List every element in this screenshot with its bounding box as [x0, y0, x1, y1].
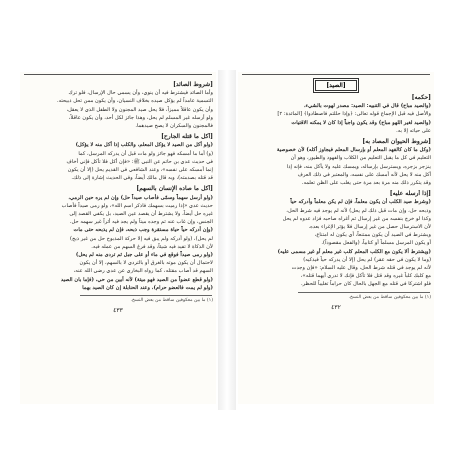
left-footnote-rule — [80, 295, 212, 296]
left-text-line: ولو أرسله غير المسلم لم يحل، وهذا جائز لكل أحد، وأن يكون عاقلاً، — [68, 114, 213, 121]
right-text-line: ويشترط في الصيد أن يكون ممتنعاً، أي يكون له امتناع، — [314, 232, 431, 239]
left-text-line: لاحتمال أن يكون موته بالغرق أو بالتردي لا بالسهم، إلا أن يكون — [79, 260, 213, 267]
left-heading-2: [أكل ما قتله الجارح] — [161, 133, 213, 141]
right-footnote: (١) ما بين معكوفين ساقط من بعض النسخ. — [348, 294, 431, 300]
left-text-line: لأن الذكاة لا تفيد فيه شيئاً، وقد فرغ السهم من عمله فيه. — [91, 243, 213, 250]
right-text-line: أو يكون المرسل مسلماً أو كتابياً، (والفعل مقصوداً). — [321, 240, 431, 247]
right-heading-1: [حكمه] — [411, 94, 431, 101]
right-text-line: وكذا لو خرج بنفسه من غير إرسال ثم أغراه صاحبه فزاد عدوه لم يحل — [282, 215, 431, 222]
left-text-line: (ولو قطع عضواً من الصيد فهو ميتة) لأنه أبين من حي، (فإما بان الصيد — [60, 276, 213, 283]
right-heading-2: [شروط الحيوان المصاد به] — [362, 138, 431, 146]
right-page — [238, 72, 434, 404]
right-page-number: ٤٣٢ — [331, 303, 341, 311]
left-text-line: السهم قد أصاب مقتله، كما رواه البخاري عن عدي رضي الله عنه، — [73, 268, 213, 275]
left-page-number: ٤٣٣ — [113, 307, 123, 315]
right-text-line: (والصيد مباح) قال في التنبيه: الصيد: مصدر لهوت بالشيء، — [304, 103, 431, 110]
left-text-line: (ولو رمى صيداً فوقع في ماء أو على جبل ثم تردى منه لم يحل) — [75, 252, 213, 259]
right-text-line: وذبحه حل، وإن مات قبل ذلك لم يحل) لأنه لم يوجد فيه شرط الحل، — [286, 207, 431, 214]
left-text-line: (ولو لم يمت فالعضو حرام)، وعند الحنابلة إن كان الصيد بهما — [82, 284, 213, 291]
left-text-line: إنما أمسكه على نفسه»، وعند الشافعي في القديم يحل (إلا أن يكون — [67, 167, 213, 174]
left-text-line: لم يحل)، (ولو أدركه ولم يبق فيه إلا حركة المذبوح حل من غير ذبح) — [70, 235, 213, 242]
right-text-line: على حياته إلا به. — [396, 127, 431, 134]
right-text-line: ينزجر بزجره، ويسترسل بإرساله، ويمسك عليه ولا يأكل منه، فإنه إذا — [286, 163, 431, 170]
right-text-line: التعليم في كل ما يقبل التعليم من الكلاب والفهود والطيور، وهو أن — [290, 155, 431, 162]
right-text-line: وقد يتكرر ذلك منه مرة بعد مرة حتى يغلب على الظن تعلمه. — [301, 180, 431, 187]
right-heading-3: [إذا أرسله عليه] — [389, 190, 431, 198]
left-text-line: فالمجنون والسكران لا يصح صيدهما. — [135, 123, 213, 130]
left-heading-4: (وإن أدركه حياً حياة مستقرة وجب ذبحه، فإن لم يذبحه حتى مات — [73, 227, 213, 234]
left-text-line: وأن يكون عاقلاً مميزاً، فلا يحل صيد المجنون ولا الطفل الذي لا يعقل، — [66, 106, 213, 113]
left-footnote: (١) ما بين معكوفين ساقط من بعض النسخ. — [130, 298, 213, 304]
right-text-line: مع كلبك كلباً غيره وقد قتل فلا تأكل فإنك لا تدري أيهما قتله»، — [300, 273, 431, 280]
left-text-line: في حديث عدي بن حاتم عن النبي ﷺ: «فإن أكل فلا تأكل فإني أخاف — [66, 158, 213, 165]
left-text-line: التسمية عامداً لم يؤكل صيده بخلاف النسيان، وأن يكون ممن تحل ذبيحته. — [56, 98, 213, 105]
right-page-header-rule — [242, 72, 430, 78]
right-text-line: (وكل ما كان كالفهد المعلم أو بإرسال المعلم فيجاوز أكله) لأن خصوصية — [276, 147, 431, 154]
left-heading-1: [شروط الصائد] — [173, 81, 213, 88]
right-text-line: لأنه لم يوجد في قتله شرط الحل، وقال عليه السلام: «فإن وجدت — [291, 265, 431, 272]
left-text-line: وأما الصائد فيشترط فيه أن ينوي، وأن يسمي حال الإرسال، فلو ترك — [68, 90, 213, 97]
left-text-line: غيره حل أيضاً، ولا يشترط أن يقصد عين الصيد، بل يكفي القصد إلى — [69, 211, 213, 218]
left-text-line: حديث عدي «إذا رميت بسهمك فاذكر اسم الله»، ولو رمى صيداً فأصاب — [61, 202, 213, 209]
left-text-line: (ولو أرسل سهماً وسمّى فأصاب صيداً حل) وإن لم يره حين الرمي، — [68, 194, 213, 201]
left-heading-3: [أكل ما صاده الإنسان بالسهم] — [136, 185, 213, 193]
right-text-line: والأصل فيه قبل الإجماع قوله تعالى: ﴿وإذا حللتم فاصطادوا﴾ [المائدة: ٢] — [277, 111, 431, 118]
right-text-line: أكل منه لا يحل لأنه أمسك على نفسه، والمعتبر في ذلك العرف — [297, 171, 431, 178]
right-text-line: لأن الاسترسال حصل من غير إرسال فلا يؤثر الإغراء بعده. — [308, 224, 431, 231]
section-title-frame: [الصيد] — [315, 80, 357, 91]
right-text-line: (والصيد لغير اللهو مباح) وقد يكون واجباً إذا كان لا يمكنه الاقتيات — [291, 119, 431, 126]
right-text-line: (وشرط صيد الكلب أن يكون معلماً، فإن لم يكن معلماً وأدركه حياً — [290, 199, 431, 206]
left-text-line: (و) أما ما أمسكه فهو جائز ولو مات قبل أن يدركه المرسل، كما — [78, 150, 213, 157]
right-text-line: (ويشترط ألا يكون مع الكلب المعلم كلب غير معلم أو غير مسمى عليه) — [277, 248, 431, 255]
right-text-line: فلو اشتركا في قتله مع الجهل بالحال كان حراماً تغليباً للحظر. — [300, 281, 431, 288]
left-page-header-rule — [24, 72, 212, 78]
left-text-line: (ولو أكل من الصيد لا يؤكل المعلم، والكلب إذا أكل منه لا يؤكل) — [75, 142, 213, 149]
right-text-line: (وما لا يكون في حقه عقر) لم يحل (إلا أن يدركه حياً فيذكيه) — [303, 256, 431, 263]
right-footnote-rule — [298, 292, 430, 293]
book-gutter — [218, 70, 236, 410]
left-text-line: الجنس، وإن غاب عنه ثم وجده ميتاً ولم يجد فيه أثراً غير سهمه حل. — [69, 219, 213, 226]
left-text-line: قد قتله بصدمته)، وبه قال مالك أيضاً، وفي الحديث إشارة إلى ذلك. — [71, 175, 213, 182]
left-page — [20, 72, 216, 404]
